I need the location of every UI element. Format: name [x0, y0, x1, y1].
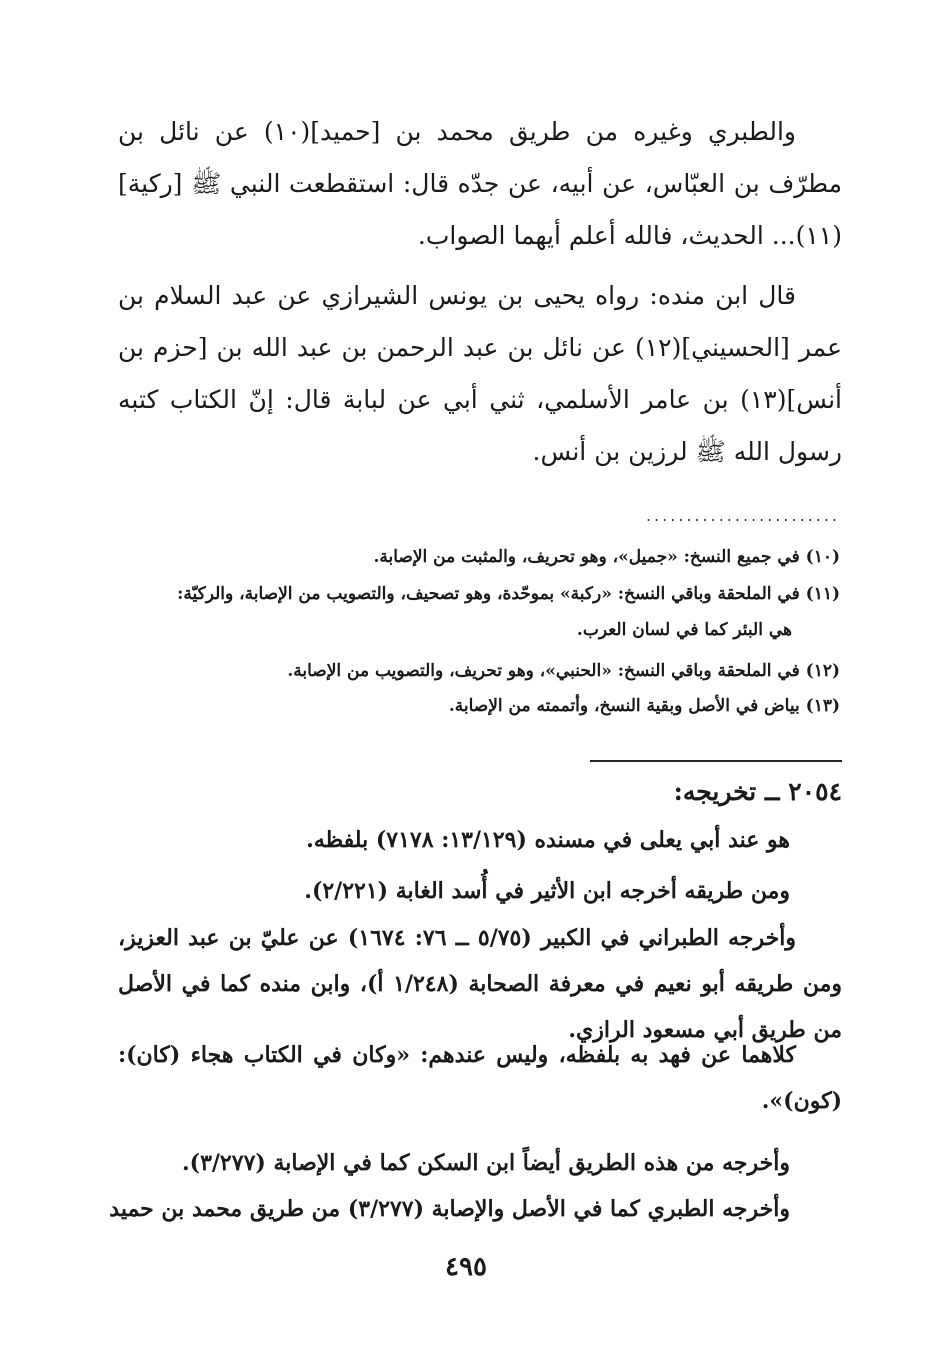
footnote-13: (١٣) بياض في الأصل وبقية النسخ، وأتممته من الإصابة. [448, 696, 840, 716]
footnote-11: (١١) في الملحقة وباقي النسخ: «ركبة» بموحّدة، وهو تصحيف، والتصويب من الإصابة، والركيّة: [177, 584, 840, 604]
takhrij-line-6: وأخرجه الطبري كما في الأصل والإصابة (٣/٢٧٧) من طريق محمد بن حميد [109, 1196, 790, 1222]
takhrij-line-2: ومن طريقه أخرجه ابن الأثير في أُسد الغابة (٢/٢٢١). [304, 878, 790, 904]
takhrij-line-1: هو عند أبي يعلى في مسنده (١٣/١٢٩: ٧١٧٨) بلفظه. [306, 827, 790, 853]
takhrij-heading: ٢٠٥٤ ــ تخريجه: [673, 777, 842, 806]
body-paragraph-2-text: قال ابن منده: رواه يحيى بن يونس الشيرازي عن عبد السلام بن عمر [الحسيني](١٢) عن نائل بن عبد الرحمن بن عبد الله بن [حزم بن أنس](١٣) بن عامر الأسلمي، ثني أبي عن لبابة قال: إنّ الكتاب كتبه رسول الله ﷺ لرزين بن أنس. [118, 281, 842, 466]
footnote-10: (١٠) في جميع النسخ: «جميل»، وهو تحريف، والمثبت من الإصابة. [373, 547, 840, 567]
footnote-12: (١٢) في الملحقة وباقي النسخ: «الحنبي»، وهو تحريف، والتصويب من الإصابة. [287, 661, 840, 681]
section-divider-rule [590, 760, 842, 762]
takhrij-paragraph-3-text: وأخرجه الطبراني في الكبير (٥/٧٥ ــ ٧٦: ١٦٧٤) عن عليّ بن عبد العزيز، ومن طريقه أبو نعيم في معرفة الصحابة (١/٢٤٨ أ)، وابن منده كما في الأصل من طريق أبي مسعود الرازي. [118, 925, 842, 1043]
body-paragraph-1-text: والطبري وغيره من طريق محمد بن [حميد](١٠) عن نائل بن مطرّف بن العبّاس، عن أبيه، عن جدّه قال: استقطعت النبي ﷺ [ركية](١١)... الحديث، فالله أعلم أيهما الصواب. [118, 117, 842, 250]
takhrij-line-5: وأخرجه من هذه الطريق أيضاً ابن السكن كما في الإصابة (٣/٢٧٧). [182, 1150, 790, 1176]
takhrij-paragraph-4-text: كلاهما عن فهد به بلفظه، وليس عندهم: «وكان في الكتاب هجاء (كان): (كون)». [118, 1042, 842, 1114]
footnote-11-continuation: هي البئر كما في لسان العرب. [576, 620, 792, 640]
body-paragraph-2 [118, 270, 842, 478]
page-number: ٤٩٥ [445, 1252, 487, 1282]
footnote-separator: ........................ [645, 506, 840, 525]
body-paragraph-1 [118, 106, 842, 262]
takhrij-paragraph-4 [118, 1032, 842, 1124]
